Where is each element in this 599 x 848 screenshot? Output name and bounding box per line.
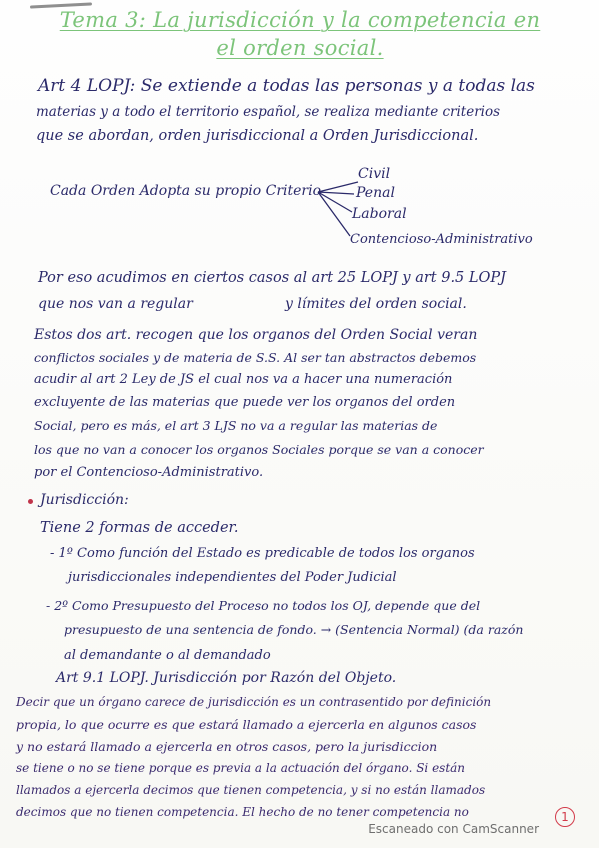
p3-line-5: Social, pero es más, el art 3 LJS no va a regular las materias de bbox=[34, 418, 438, 433]
p4-line-1: Decir que un órgano carece de jurisdicción es un contrasentido por definición bbox=[16, 695, 492, 709]
scanner-footer: Escaneado con CamScanner bbox=[368, 822, 539, 836]
criterio-item-penal: Penal bbox=[356, 185, 395, 201]
p4-line-2: propia, lo que ocurre es que estará llamado a ejercerla en algunos casos bbox=[16, 717, 477, 732]
p3-line-3: acudir al art 2 Ley de JS el cual nos va a hacer una numeración bbox=[34, 372, 453, 387]
p4-line-4: se tiene o no se tiene porque es previa a la actuación del órgano. Si están bbox=[16, 761, 466, 775]
bullet-dot bbox=[28, 499, 33, 504]
criterio-item-civil: Civil bbox=[358, 166, 391, 182]
p4-line-3: y no estará llamado a ejercerla en otros casos, pero la jurisdiccion bbox=[16, 739, 438, 754]
p3-line-6: los que no van a conocer los organos Sociales porque se van a conocer bbox=[34, 442, 484, 457]
p3-line-4: excluyente de las materias que puede ver los organos del orden bbox=[34, 395, 456, 410]
page-title: Tema 3: La jurisdicción y la competencia en bbox=[59, 8, 541, 32]
p4-line-6: decimos que no tienen competencia. El hecho de no tener competencia no bbox=[16, 805, 469, 819]
p3-line-7: por el Contencioso-Administrativo. bbox=[34, 465, 264, 480]
art-9-1-heading: Art 9.1 LOPJ. Jurisdicción por Razón del Objeto. bbox=[56, 670, 397, 686]
p2-line-1: Por eso acudimos en ciertos casos al art 25 LOPJ y art 9.5 LOPJ bbox=[38, 270, 506, 286]
criterio-item-contencioso: Contencioso-Administrativo bbox=[350, 232, 533, 247]
forma-2-line-1: - 2º Como Presupuesto del Proceso no todos los OJ, depende que del bbox=[46, 598, 481, 613]
jurisdiccion-heading: Jurisdicción: bbox=[40, 492, 129, 508]
criterio-text: Cada Orden Adopta su propio Criterio bbox=[50, 183, 322, 199]
forma-2-line-2: presupuesto de una sentencia de fondo. → (Sentencia Normal) (da razón bbox=[64, 622, 524, 637]
p2-line-2a: que nos van a regular bbox=[38, 296, 193, 312]
art4-line-2: materias y a todo el territorio español, se realiza mediante criterios bbox=[36, 104, 501, 120]
p2-line-2b: y límites del orden social. bbox=[285, 296, 467, 312]
art4-line-1: Art 4 LOPJ: Se extiende a todas las personas y a todas las bbox=[38, 76, 535, 96]
p3-line-2: conflictos sociales y de materia de S.S. Al ser tan abstractos debemos bbox=[34, 350, 477, 365]
tiene-line: Tiene 2 formas de acceder. bbox=[40, 520, 239, 536]
p3-line-1: Estos dos art. recogen que los organos del Orden Social veran bbox=[34, 327, 478, 343]
forma-1-line-1: - 1º Como función del Estado es predicable de todos los organos bbox=[50, 546, 475, 561]
page-title-line-2: el orden social. bbox=[216, 36, 384, 60]
criterio-item-laboral: Laboral bbox=[352, 206, 407, 222]
page-number: 1 bbox=[555, 807, 575, 827]
forma-1-line-2: jurisdiccionales independientes del Poder Judicial bbox=[68, 570, 397, 585]
p4-line-5: llamados a ejercerla decimos que tienen competencia, y si no están llamados bbox=[16, 783, 486, 797]
forma-2-line-3: al demandante o al demandado bbox=[64, 648, 271, 663]
art4-line-3: que se abordan, orden jurisdiccional a Orden Jurisdiccional. bbox=[36, 128, 479, 144]
